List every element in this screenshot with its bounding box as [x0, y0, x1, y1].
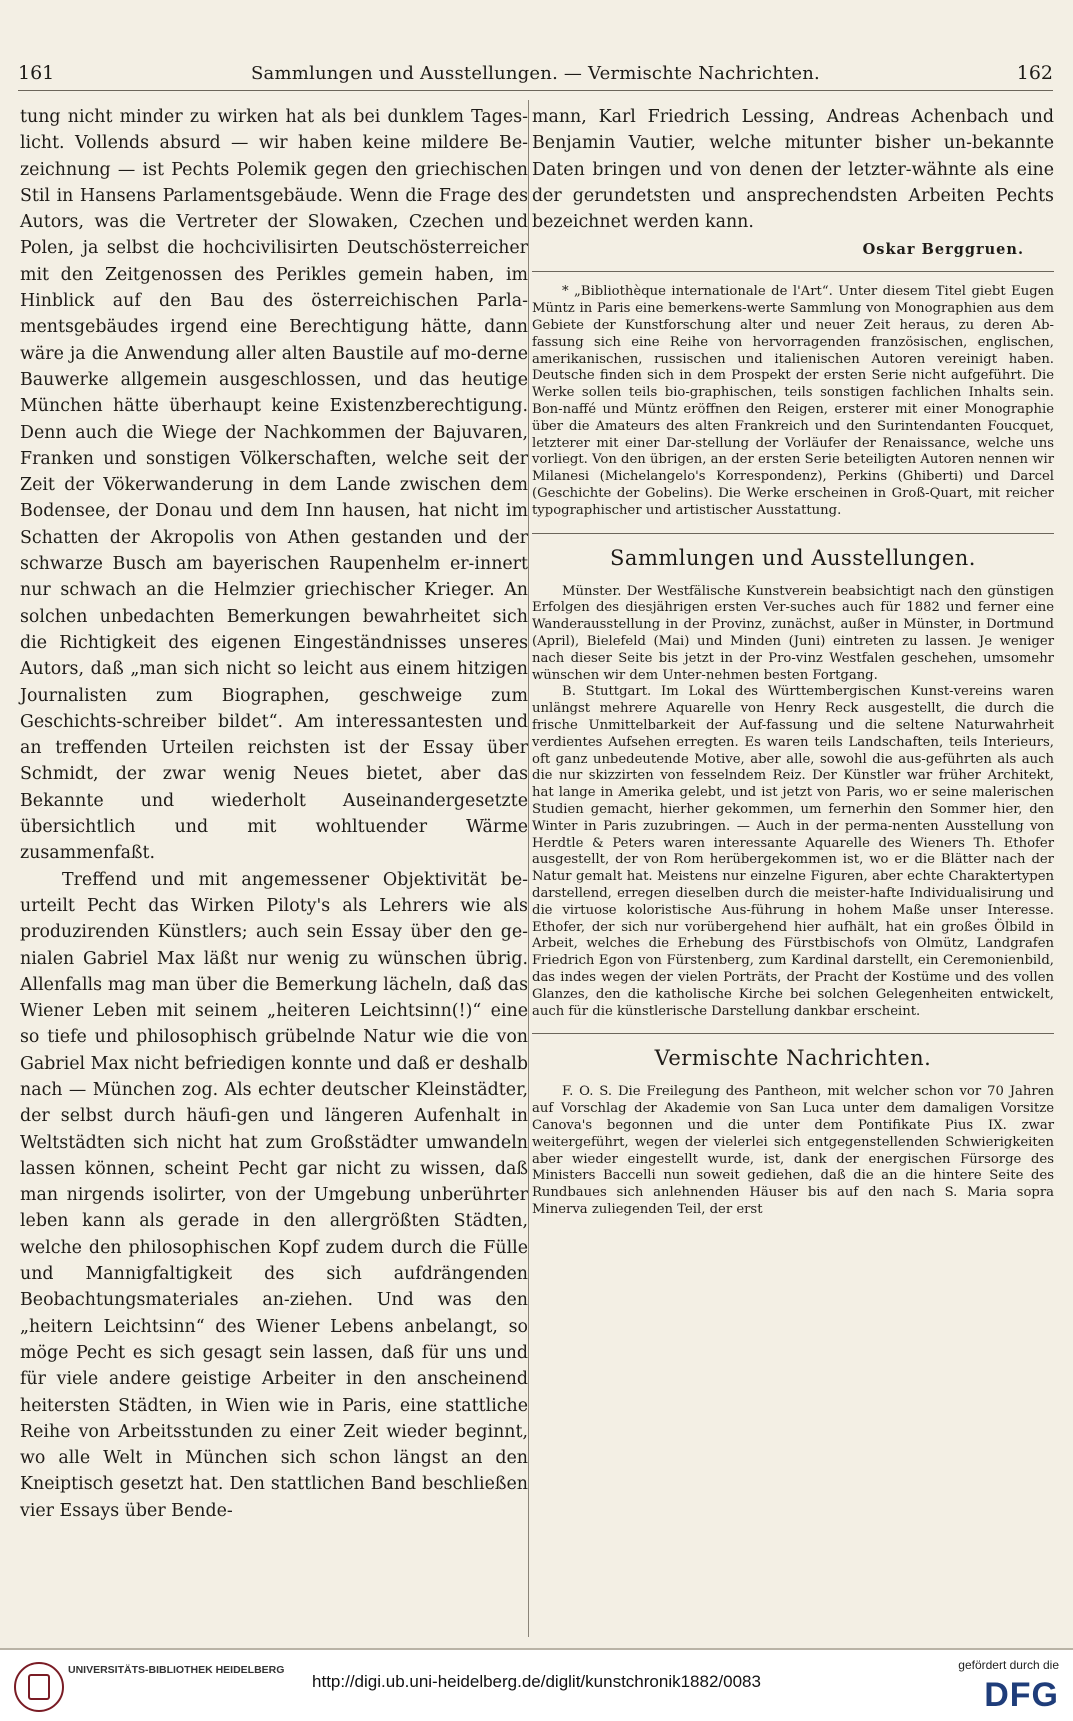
page-number-right: 162: [1016, 62, 1053, 84]
page-header: [18, 60, 1053, 91]
paragraph-pecht-critique: tung nicht minder zu wirken hat als bei dunklem Tages-licht. Vollends absurd — wir haben keine mildere Be-zeichnung — ist Pechts Polemik gegen den griechischen Stil in Hansens Parlamentsgebäude. Wenn die Frage des Autors, was die Vertreter der Slowaken, Czechen und Polen, ja selbst die hochcivilisirten Deutschösterreicher mit den Zeitgenossen des Perikles gemein haben, im Hinblick auf den Bau des österreichischen Parla-mentsgebäudes irgend eine Berechtigung hätte, dann wäre ja die Anwendung aller alten Baustile auf mo-derne Bauwerke allgemein ausgeschlossen, und das heutige München hätte überhaupt keine Existenzberechtigung. Denn auch die Wiege der Nachkommen der Bajuvaren, Franken und sonstigen Völkerschaften, welche seit der Zeit der Vökerwanderung in dem Lande zwischen dem Bodensee, der Donau und dem Inn hausen, hat nicht im Schatten der Akropolis von Athen gestanden und der schwarze Busch am bayerischen Raupenhelm er-innert nur schwach an die Helmzier griechischer Krieger. An solchen unbedachten Bemerkungen bewahrheitet sich die Richtigkeit des eigenen Eingeständnisses unseres Autors, daß „man sich nicht so leicht aus einem hitzigen Journalisten zum Biographen, geschweige zum Geschichts-schreiber bildet“. Am interessantesten und an treffenden Urteilen reichsten ist der Essay über Schmidt, der zwar wenig Neues bietet, aber das Bekannte und wiederholt Auseinandergesetzte übersichtlich und mit wohltuender Wärme zusammenfaßt.: [20, 107, 528, 864]
right-column: [530, 104, 1054, 1219]
dfg-logo: DFG: [984, 1676, 1059, 1714]
separator-rule: [532, 271, 1054, 272]
left-column: [20, 104, 528, 1524]
column-divider: [528, 100, 529, 1637]
running-title: Sammlungen und Ausstellungen. — Vermischte Nachrichten.: [251, 63, 820, 84]
paragraph-piloty-max: Treffend und mit angemessener Objektivität be-urteilt Pecht das Wirken Piloty's als Lehrers wie als produzirenden Künstlers; auch sein Essay über den ge-nialen Gabriel Max läßt nur wenig zu wünschen übrig. Allenfalls mag man über die Bemerkung lächeln, daß das Wiener Leben mit seinem „heiteren Leichtsinn(!)“ eine so tiefe und philosophisch grübelnde Natur wie die von Gabriel Max nicht befriedigen konnte und daß er deshalb nach — München zog. Als echter deutscher Kleinstädter, der selbst durch häufi-gen und längeren Aufenhalt in Weltstädten sich nicht hat zum Großstädter umwandeln lassen können, scheint Pecht gar nicht zu wissen, daß man nirgends isolirter, von der Umgebung unberührter leben kann als gerade in den allergrößten Städten, welche den philosophischen Kopf zudem durch die Fülle und Mannigfaltigkeit des sich aufdrängenden Beobachtungsmateriales an-ziehen. Und was den „heitern Leichtsinn“ des Wiener Lebens anbelangt, so möge Pecht es sich gesagt sein lassen, daß für uns und für viele andere geistige Arbeiter in den anscheinend heitersten Städten, in Wien wie in Paris, eine stattliche Reihe von Arbeitsstunden zu einer Zeit wieder beginnt, wo alle Welt in München sich schon längst an den Kneiptisch gesetzt hat. Den stattlichen Band beschließen vier Essays über Bende-: [20, 869, 528, 1521]
notice-pantheon: F. O. S. Die Freilegung des Pantheon, mit welcher schon vor 70 Jahren auf Vorschlag der Akademie von San Luca unter dem damaligen Vorsitze Canova's begonnen und die unter dem Pontifikate Pius IX. zwar weitergeführt, wegen der vielerlei sich entgegenstellenden Schwierigkeiten aber wieder eingestellt wurde, ist, dank der energischen Fürsorge des Ministers Baccelli nun soweit gediehen, daß die an die hintere Seite des Rundbaues sich anlehnenden Häuser bis auf den nach S. Maria sopra Minerva zuliegenden Teil, der erst: [532, 1084, 1054, 1217]
digitization-footer: [0, 1648, 1073, 1721]
notice-muenster: Münster. Der Westfälische Kunstverein beabsichtigt nach den günstigen Erfolgen des diesjährigen ersten Ver-suches auch für 1882 und ferner eine Wanderausstellung in der Provinz, zunächst, außer in Münster, in Dortmund (April), Bielefeld (Mai) und Minden (Juni) eintreten zu lassen. Je weniger nach dieser Seite bis jetzt in der Pro-vinz Westfalen geschehen, umsomehr wünschen wir dem Unter-nehmen besten Fortgang.: [532, 583, 1054, 683]
source-url-link[interactable]: http://digi.ub.uni-heidelberg.de/diglit/kunstchronik1882/0083: [312, 1672, 761, 1691]
funded-by-label: gefördert durch die: [958, 1658, 1059, 1672]
notice-stuttgart: B. Stuttgart. Im Lokal des Württembergischen Kunst-vereins waren unlängst mehrere Aquarelle von Henry Reck ausgestellt, die durch die frische Unmittelbarkeit der Auf-fassung und die seltene Naturwahrheit verdientes Aufsehen erregten. Es waren teils Landschaften, teils Interieurs, oft ganz unbedeutende Motive, aber alle, sowohl die aus-geführten als auch die nur skizzirten von fesselndem Reiz. Der Künstler war früher Architekt, hat lange in Amerika gelebt, und ist jetzt von Paris, wo er seine malerischen Studien gemacht, hierher gekommen, um fernerhin den Sommer hier, den Winter in Paris zuzubringen. — Auch in der perma-nenten Ausstellung von Herdtle & Peters waren interessante Aquarelle des Wieners Th. Ethofer ausgestellt, der von Rom herübergekommen ist, wo er die Blätter nach der Natur gemalt hat. Meistens nur einzelne Figuren, aber echte Charaktertypen darstellend, erregen dieselben durch die meister-hafte Individualisirung und die virtuose koloristische Aus-führung in hohem Maße unser Interesse. Ethofer, der sich nur vorübergehend hier aufhält, hat ein großes Ölbild in Arbeit, welches die Erhebung des Fürstbischofs von Olmütz, Landgrafen Friedrich Egon von Fürstenberg, zum Kardinal darstellt, ein Ceremonienbild, das indes wegen der vielen Porträts, der Pracht der Kostüme und des vollen Glanzes, den die katholische Kirche bei solchen Gelegenheiten entwickelt, auch für die künstlerische Darstellung dankbar erscheint.: [532, 684, 1054, 1019]
institution-name: UNIVERSITÄTS-BIBLIOTHEK HEIDELBERG: [68, 1664, 285, 1676]
author-signature: Oskar Berggruen.: [862, 241, 1024, 259]
paragraph-continuation: mann, Karl Friedrich Lessing, Andreas Achenbach und Benjamin Vautier, welche mitunter bisher un-bekannte Daten bringen und von denen der letzter-wähnte als eine der gerundetsten und ansprechendsten Arbeiten Pechts bezeichnet werden kann.: [532, 107, 1054, 233]
page-number-left: 161: [18, 62, 55, 84]
notice-bibliotheque: * „Bibliothèque internationale de l'Art“. Unter diesem Titel giebt Eugen Müntz in Paris eine bemerkens-werte Sammlung von Monographien aus dem Gebiete der Kunstforschung alter und neuer Zeit heraus, zu deren Ab-fassung sich eine Reihe von hervorragenden französischen, englischen, amerikanischen, russischen und italienischen Autoren vereinigt haben. Deutsche finden sich in dem Prospekt der ersten Serie nicht aufgeführt. Die Werke sollen teils bio-graphischen, teils sonstigen fachlichen Inhalts sein. Bon-naffé und Müntz eröffnen den Reigen, ersterer mit einer Monographie über die Amateurs des alten Frankreich und den Surintendanten Foucquet, letzterer mit einer Dar-stellung der Vorläufer der Renaissance, welche uns vorliegt. Von den übrigen, an der ersten Serie beteiligten Autoren nennen wir Milanesi (Michelangelo's Korrespondenz), Perkins (Ghiberti) und Darcel (Geschichte der Gobelins). Die Werke erscheinen in Groß-Quart, mit reicher typographischer und artistischer Ausstattung.: [532, 284, 1054, 518]
separator-rule: [532, 1033, 1054, 1034]
section-title-sammlungen: Sammlungen und Ausstellungen.: [610, 545, 976, 570]
section-title-vermischte: Vermischte Nachrichten.: [654, 1046, 932, 1071]
separator-rule: [532, 533, 1054, 534]
footer-divider: [0, 1648, 1073, 1650]
